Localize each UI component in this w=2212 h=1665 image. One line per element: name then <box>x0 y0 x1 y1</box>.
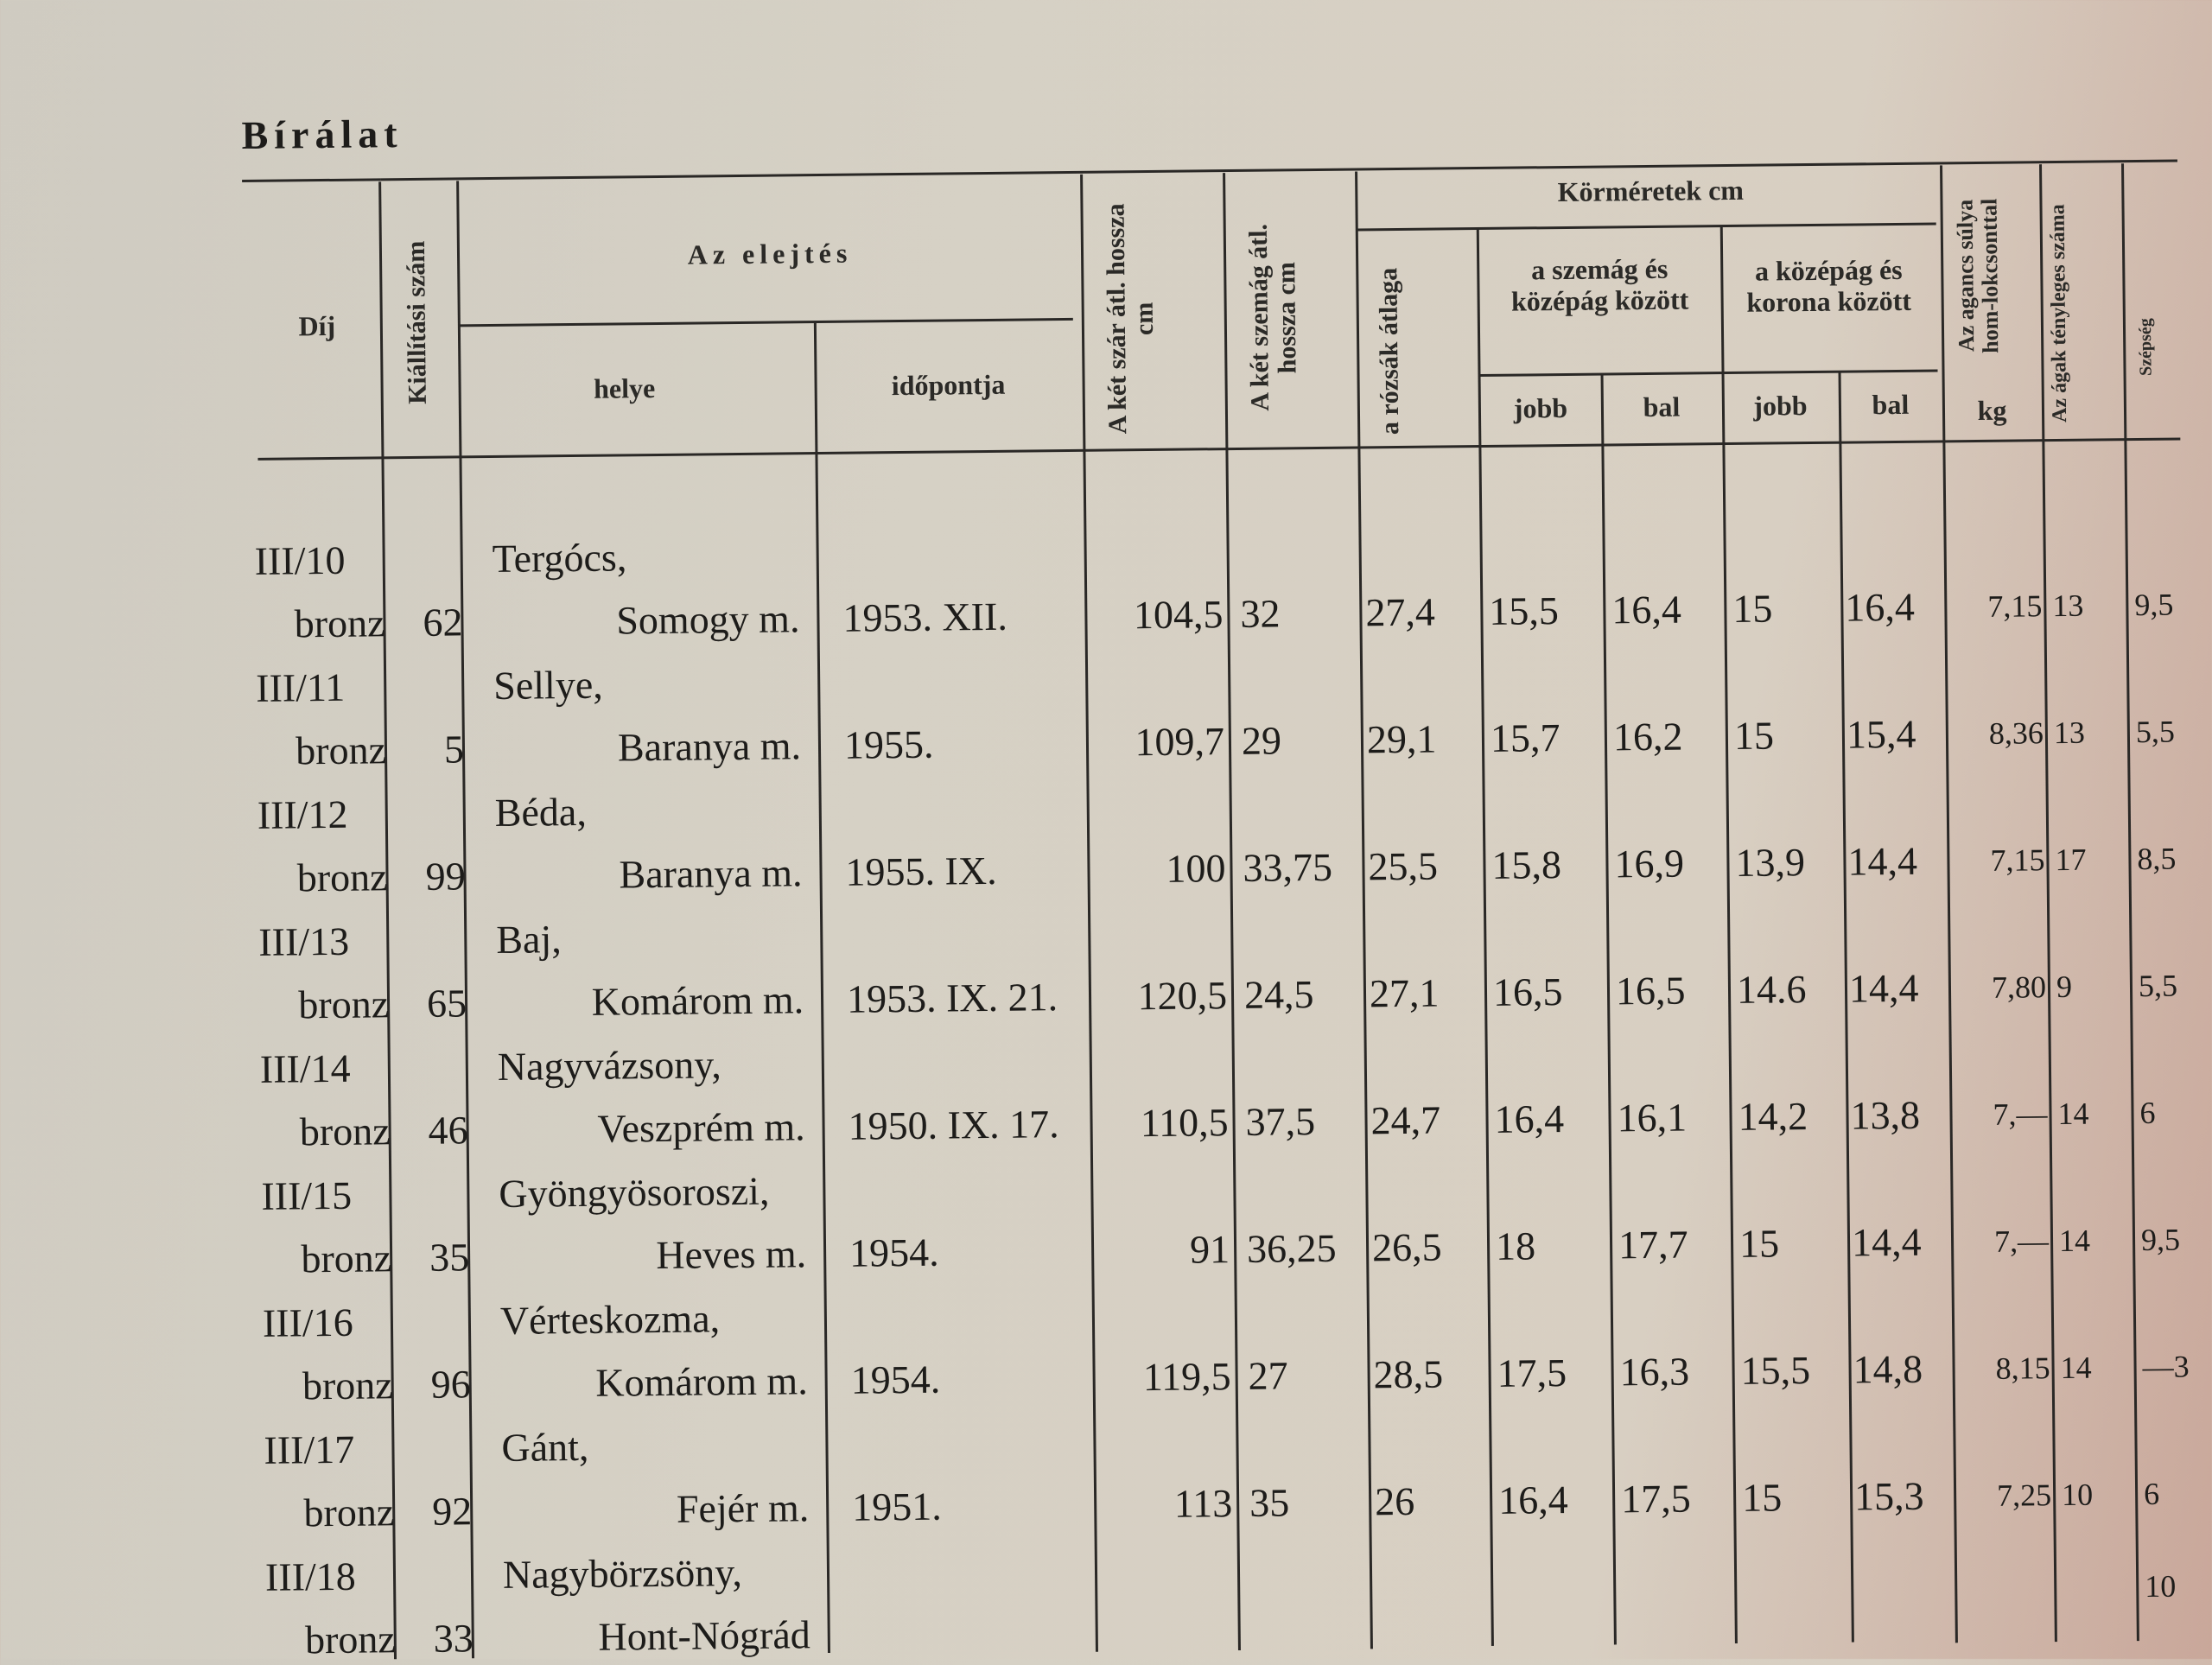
cell-szepseg: 6 <box>2143 1476 2160 1512</box>
cell-szemag-hossza: 24,5 <box>1243 972 1314 1017</box>
cell-elejtes-helyseg: Gyöngyösoroszi, <box>499 1168 770 1216</box>
cell-elejtes-helyseg: Vérteskozma, <box>499 1296 721 1343</box>
cell-szar-hossza: 91 <box>1189 1227 1230 1272</box>
cell-agancs-sulya: 7,80 <box>1991 969 2047 1005</box>
cell-szar-hossza: 100 <box>1166 846 1226 891</box>
cell-agak-szama: 13 <box>2052 588 2084 624</box>
cell-kiallitasi-szam: 65 <box>426 981 467 1026</box>
header-elejtes: Az elejtés <box>687 237 853 270</box>
cell-kozepag-jobb: 14.6 <box>1736 967 1807 1012</box>
cell-kiallitasi-szam: 46 <box>428 1108 468 1153</box>
cell-szemag-hossza: 29 <box>1241 718 1282 763</box>
cell-szar-hossza: 119,5 <box>1142 1354 1231 1400</box>
header-agak-szama: Az ágak tényleges száma <box>2046 204 2072 423</box>
cell-szemag-hossza: 35 <box>1249 1480 1290 1525</box>
cell-elejtes-idopontja: 1954. <box>849 1230 939 1275</box>
cell-szemag-hossza: 36,25 <box>1246 1225 1337 1271</box>
cell-szepseg: —3 <box>2142 1349 2190 1385</box>
cell-dij: bronz <box>302 1363 393 1408</box>
cell-kozepag-bal: 14,4 <box>1848 965 1919 1011</box>
cell-szemag-hossza: 27 <box>1248 1353 1288 1398</box>
cell-dij-number: III/18 <box>264 1554 357 1599</box>
cell-szepseg: 8,5 <box>2137 841 2177 877</box>
cell-kozepag-bal: 14,4 <box>1851 1219 1922 1265</box>
cell-elejtes-idopontja: 1953. IX. 21. <box>846 975 1058 1021</box>
header-dij: Díj <box>298 309 336 342</box>
col-rule <box>1940 165 1958 1643</box>
cell-elejtes-helye: Baranya m. <box>617 723 802 770</box>
cell-kozepag-bal: 14,8 <box>1853 1346 1923 1392</box>
cell-kozepag-jobb: 15 <box>1733 713 1775 758</box>
header-k-bal: bal <box>1872 388 1910 421</box>
cell-agancs-sulya: 7,15 <box>1990 842 2045 878</box>
cell-szemag-bal: 17,5 <box>1620 1476 1691 1522</box>
cell-dij: bronz <box>296 855 388 900</box>
header-agancs-sulya: Az agancs súlya hom-lokcsonttal <box>1952 198 2004 353</box>
title-underline <box>242 178 380 182</box>
cell-szar-hossza: 110,5 <box>1140 1100 1229 1146</box>
cell-dij: bronz <box>303 1490 395 1535</box>
header-bottom-rule <box>257 438 2180 461</box>
cell-elejtes-helyseg: Nagyvázsony, <box>497 1042 721 1089</box>
page-title: Bírálat <box>241 111 404 158</box>
cell-dij-number: III/16 <box>262 1300 353 1345</box>
header-szemag-hossza: A két szemág átl. hossza cm <box>1243 224 1302 412</box>
cell-kozepag-bal: 16,4 <box>1845 584 1916 630</box>
cell-dij: bronz <box>298 982 390 1027</box>
cell-szemag-jobb: 15,5 <box>1489 588 1560 633</box>
cell-agak-szama: 9 <box>2056 969 2073 1005</box>
cell-szepseg: 5,5 <box>2138 968 2178 1004</box>
cell-szemag-jobb: 16,5 <box>1492 969 1563 1014</box>
header-kozepag-korona: a középág és korona között <box>1746 253 1912 318</box>
cell-dij: bronz <box>301 1236 392 1281</box>
cell-szepseg: 5,5 <box>2135 714 2176 750</box>
elejtes-rule <box>460 318 1073 327</box>
cell-kozepag-jobb: 15,5 <box>1740 1348 1811 1393</box>
cell-kiallitasi-szam: 96 <box>430 1362 471 1407</box>
cell-elejtes-helyseg: Tergócs, <box>492 535 627 581</box>
cell-kozepag-bal: 15,4 <box>1846 711 1916 757</box>
col-rule <box>456 181 474 1658</box>
col-rule <box>1720 226 1738 1643</box>
header-sz-jobb: jobb <box>1513 391 1568 424</box>
cell-dij-number: III/14 <box>259 1045 351 1091</box>
cell-dij: bronz <box>295 728 387 773</box>
cell-kiallitasi-szam: 5 <box>443 727 465 772</box>
cell-elejtes-helyseg: Sellye, <box>493 662 603 708</box>
cell-rozsak-atlaga: 25,5 <box>1368 843 1439 889</box>
header-k-jobb: jobb <box>1753 390 1808 422</box>
cell-kozepag-bal: 13,8 <box>1850 1092 1921 1138</box>
cell-elejtes-helye: Komárom m. <box>591 977 804 1024</box>
cell-elejtes-helye: Baranya m. <box>619 850 803 897</box>
cell-szemag-bal: 16,5 <box>1615 968 1686 1014</box>
cell-agancs-sulya: 7,15 <box>1987 588 2043 624</box>
cell-elejtes-helye: Fejér m. <box>676 1485 810 1531</box>
cell-szemag-hossza: 37,5 <box>1245 1099 1316 1144</box>
cell-kozepag-jobb: 15 <box>1741 1475 1783 1520</box>
cell-agak-szama: 17 <box>2055 842 2087 878</box>
cell-kiallitasi-szam: 92 <box>431 1489 473 1534</box>
cell-szemag-bal: 16,1 <box>1617 1095 1688 1141</box>
cell-agancs-sulya: 8,15 <box>1995 1350 2050 1386</box>
header-idopontja: időpontja <box>891 368 1006 402</box>
cell-szar-hossza: 113 <box>1173 1481 1233 1526</box>
cell-dij-number: III/15 <box>261 1172 353 1218</box>
cell-elejtes-helye: Somogy m. <box>616 596 800 643</box>
cell-szemag-hossza: 33,75 <box>1243 844 1333 890</box>
jobb-bal-rule <box>1480 369 1938 377</box>
cell-elejtes-helye: Hont-Nógrád <box>598 1612 811 1659</box>
cell-szemag-bal: 16,9 <box>1614 841 1685 887</box>
cell-dij: bronz <box>299 1109 391 1154</box>
cell-szar-hossza: 109,7 <box>1135 719 1225 765</box>
cell-elejtes-helyseg: Gánt, <box>501 1424 589 1470</box>
header-kormeretek: Körméretek cm <box>1557 174 1745 208</box>
cell-dij-number: III/11 <box>255 664 346 710</box>
header-szepseg: Szépség <box>2135 318 2156 377</box>
cell-kiallitasi-szam: 35 <box>429 1235 470 1280</box>
cell-kozepag-jobb: 15 <box>1732 586 1773 631</box>
cell-dij-number: III/13 <box>258 918 350 964</box>
cell-dij-number: III/12 <box>257 791 348 837</box>
cell-elejtes-idopontja: 1955. <box>843 721 934 767</box>
cell-szemag-bal: 16,4 <box>1611 587 1682 632</box>
col-rule <box>1355 171 1373 1649</box>
cell-szepseg: 10 <box>2145 1568 2177 1605</box>
cell-kiallitasi-szam: 99 <box>425 854 466 899</box>
cell-rozsak-atlaga: 27,1 <box>1369 970 1440 1016</box>
cell-rozsak-atlaga: 29,1 <box>1366 716 1437 762</box>
cell-kiallitasi-szam: 62 <box>423 600 463 645</box>
header-kg: kg <box>1977 394 2007 426</box>
cell-szemag-jobb: 18 <box>1495 1223 1536 1268</box>
cell-szar-hossza: 104,5 <box>1133 592 1224 638</box>
cell-elejtes-idopontja: 1955. IX. <box>845 848 997 894</box>
cell-agak-szama: 14 <box>2058 1223 2091 1259</box>
cell-szemag-bal: 16,3 <box>1619 1349 1690 1395</box>
header-helye: helye <box>593 372 656 404</box>
header-sz-bal: bal <box>1643 391 1681 423</box>
cell-elejtes-idopontja: 1950. IX. 17. <box>848 1102 1059 1148</box>
cell-szemag-jobb: 16,4 <box>1497 1478 1568 1522</box>
header-szar-hossza: A két szár átl. hossza cm <box>1101 203 1160 435</box>
cell-szepseg: 9,5 <box>2134 587 2174 623</box>
cell-elejtes-helyseg: Baj, <box>496 917 562 962</box>
cell-agancs-sulya: 8,36 <box>1988 715 2044 751</box>
cell-elejtes-helyseg: Nagybörzsöny, <box>502 1550 743 1597</box>
cell-elejtes-helye: Komárom m. <box>595 1358 808 1405</box>
header-szemag-kozepag: a szemág és középág között <box>1510 252 1689 317</box>
cell-szemag-hossza: 32 <box>1240 591 1281 636</box>
cell-szemag-jobb: 15,7 <box>1490 715 1560 760</box>
cell-rozsak-atlaga: 26 <box>1374 1478 1415 1524</box>
col-rule <box>1080 175 1098 1652</box>
col-rule <box>814 322 830 1653</box>
cell-agancs-sulya: 7,— <box>1993 1223 2050 1259</box>
cell-szepseg: 9,5 <box>2140 1222 2181 1258</box>
cell-elejtes-idopontja: 1953. XII. <box>842 594 1008 640</box>
cell-dij-number: III/10 <box>254 537 346 583</box>
col-rule <box>1223 173 1241 1650</box>
cell-kiallitasi-szam: 33 <box>433 1616 474 1661</box>
cell-elejtes-helye: Veszprém m. <box>597 1104 805 1151</box>
cell-agancs-sulya: 7,25 <box>1996 1478 2052 1513</box>
cell-agancs-sulya: 7,— <box>1993 1096 2048 1132</box>
cell-agak-szama: 13 <box>2053 715 2086 751</box>
cell-elejtes-helye: Heves m. <box>656 1231 807 1278</box>
cell-kozepag-jobb: 13,9 <box>1735 840 1806 885</box>
cell-szemag-jobb: 17,5 <box>1497 1350 1567 1395</box>
cell-agak-szama: 14 <box>2060 1350 2092 1386</box>
cell-szemag-bal: 17,7 <box>1618 1222 1688 1268</box>
cell-elejtes-idopontja: 1951. <box>851 1484 942 1529</box>
cell-dij: bronz <box>304 1617 397 1662</box>
cell-elejtes-idopontja: 1954. <box>850 1357 941 1402</box>
cell-kozepag-bal: 15,3 <box>1853 1473 1924 1519</box>
cell-rozsak-atlaga: 26,5 <box>1371 1224 1442 1270</box>
cell-kozepag-jobb: 15 <box>1738 1221 1780 1266</box>
cell-szemag-bal: 16,2 <box>1612 714 1683 759</box>
cell-szepseg: 6 <box>2139 1095 2156 1131</box>
cell-kozepag-jobb: 14,2 <box>1738 1094 1808 1139</box>
cell-szemag-jobb: 16,4 <box>1494 1096 1565 1141</box>
cell-agak-szama: 14 <box>2057 1096 2089 1132</box>
header-kiallitasi-szam: Kiállítási szám <box>401 240 432 404</box>
cell-szar-hossza: 120,5 <box>1137 973 1228 1019</box>
cell-szemag-jobb: 15,8 <box>1491 842 1562 887</box>
cell-kozepag-bal: 14,4 <box>1847 838 1918 884</box>
cell-rozsak-atlaga: 28,5 <box>1373 1351 1444 1397</box>
kormeretek-rule <box>1357 222 1936 231</box>
cell-dij: bronz <box>294 601 385 646</box>
cell-elejtes-helyseg: Béda, <box>494 789 588 835</box>
cell-rozsak-atlaga: 27,4 <box>1365 589 1436 635</box>
cell-rozsak-atlaga: 24,7 <box>1370 1097 1441 1143</box>
header-rozsak-atlaga: a rózsák átlaga <box>1374 267 1405 435</box>
cell-dij-number: III/17 <box>264 1427 355 1472</box>
cell-agak-szama: 10 <box>2061 1477 2094 1513</box>
col-rule <box>1477 229 1494 1646</box>
